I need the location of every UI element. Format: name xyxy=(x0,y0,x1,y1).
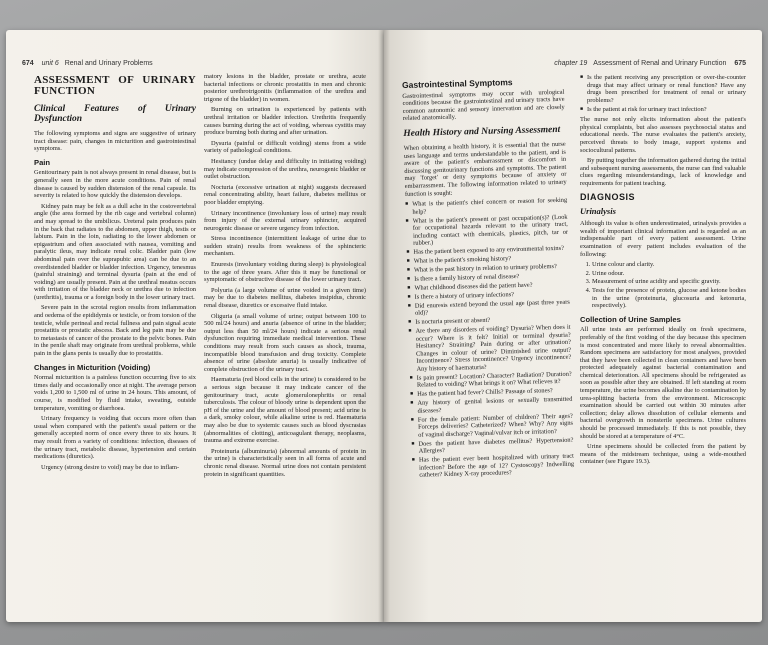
micturition-paragraph: Normal micturition is a painless function occurring five to six times daily and occasionally once at night. The average person voids 1,200 to 1,500 ml of urine in 24 hours. This amount, of course, is modified by fluid intake, sweating, outside temperature, vomiting or diarrhoea. xyxy=(34,374,196,412)
list-item: 1. Urine colour and clarity. xyxy=(592,261,746,269)
left-column-1 xyxy=(34,75,196,474)
collection-paragraph: Urine specimens should be collected from the patient by means of the midstream technique, using a wide-mouthed container (see Figure 19.3). xyxy=(580,443,746,466)
list-item: ■ What childhood diseases did the patient have? xyxy=(407,281,569,293)
chapter-label: chapter 19 xyxy=(554,60,588,67)
symptom-paragraph: Haematuria (red blood cells in the urine) is considered to be a serious sign because it may indicate cancer of the genitourinary tract, acute glomerulonephritis or renal tuberculosis. The colour of bloody urine is dependent upon the pH of the urine and the amount of blood present; acid urine is a dark, smoky colour, while alkaline urine is red. Haematuria may also be due to systemic causes such as blood dyscrasias (abnormalities of clotting), anticoagulant therapy, neoplasms, trauma and extreme exercise. xyxy=(204,376,366,445)
section-subtitle: Clinical Features of Urinary Dysfunction xyxy=(34,104,196,124)
left-page xyxy=(6,30,384,622)
left-column-2 xyxy=(204,73,366,481)
urinalysis-list xyxy=(580,261,746,310)
symptom-paragraph: matory lesions in the bladder, prostate or urethra, acute bacterial infections or chronic prostatitis in men and chronic posterior urethrotrigonitis (inflammation of the urethra and trigone of the bladder) in women. xyxy=(204,73,366,103)
list-item: ■ Has the patient had fever? Chills? Passage of stones? xyxy=(410,387,572,399)
urinalysis-paragraph: Although its value is often underestimated, urinalysis provides a wealth of important clinical information and is regarded as an indispensable part of every patient assessment. Urine examination of every patient includes evaluation of the following: xyxy=(580,220,746,258)
symptom-paragraph: Urinary incontinence (involuntary loss of urine) may result from injury of the external urinary sphincter, acquired neurogenic disease or severe urgency from infection. xyxy=(204,209,366,232)
micturition-heading: Changes in Micturition (Voiding) xyxy=(34,362,151,372)
micturition-paragraph: Urgency (strong desire to void) may be due to inflam- xyxy=(41,463,180,471)
list-item: ■ Are there any disorders of voiding? Dysuria? When does it occur? Where is it felt? Initial or terminal dysuria? Hesitancy? Straining? Pain during or after urination? Changes in colour of urine? Diminished urine output? Incontinence? Stress incontinence? Urgency incontinence? Any history of haematuria? xyxy=(408,324,571,374)
list-item: ■ What is the past history in relation to urinary problems? xyxy=(407,263,569,275)
symptom-paragraph: Hesitancy (undue delay and difficulty in initiating voiding) may indicate compression of the urethra, neurogenic bladder or outlet obstruction. xyxy=(204,157,367,181)
list-item: 4. Tests for the presence of protein, glucose and ketone bodies in the urine (proteinuria, glucosuria and ketonuria, respectively). xyxy=(592,287,746,310)
book-gutter xyxy=(378,30,390,622)
pain-paragraph: Genitourinary pain is not always present in renal disease, but is generally seen in the more acute conditions. Pain of renal disease is caused by sudden distension of the renal capsule. Its severity is related to how quickly the distension develops. xyxy=(34,169,196,200)
assessment-paragraph: The nurse not only elicits information about the patient's physical complaints, but also assesses psychosocial status and educational needs. The nurse evaluates the patient's anxiety, perceived threats to body image, support systems and sociocultural patterns. xyxy=(580,116,746,154)
history-question-list-continued xyxy=(580,74,746,113)
symptom-paragraph: Stress incontinence (intermittent leakage of urine due to sudden strain) results from weakness of the sphincteric mechanism. xyxy=(204,235,366,258)
pain-paragraph: Kidney pain may be felt as a dull ache in the costovertebral angle (the area formed by the rib cage and vertebral column) and may spread to the umbilicus. Ureteral pain produces pain in the back that radiates to the abdomen, upper thigh, testis or labium. Pain in the loin, radiating to the lower abdomen or epigastrium and often associated with nausea, vomiting and paralytic ileus, may indicate renal colic. Bladder pain (low abdominal pain over the suprapubic area) can be due to an overdistended bladder or bladder infection. Urgency, tenesmus (painful straining) and terminal dysuria (pain at the end of voiding) are usually present. Pain at the urethral meatus occurs with irritation of the bladder neck or urethra due to infection (urethritis), trauma or a foreign body in the lower urinary tract. xyxy=(34,202,196,301)
list-item: 3. Measurement of urine acidity and specific gravity. xyxy=(592,278,746,286)
list-item: ■ Is there a family history of renal disease? xyxy=(407,272,569,284)
pain-paragraph: Severe pain in the scrotal region results from inflammation and oedema of the epididymis or testicle, or from torsion of the testicle, while perineal and rectal fullness and pain signal acute prostatitis or prostatic abscess. Back and leg pain may be due to metastasis of cancer of the prostate to the pelvic bones. Pain in the penile shaft may originate from urethral problems, while pain in the glans penis is usually due to prostatitis. xyxy=(34,304,196,358)
list-item: ■ Any history of genital lesions or sexually transmitted diseases? xyxy=(410,396,572,415)
unit-label: unit 6 xyxy=(41,60,59,67)
left-running-head xyxy=(22,60,153,67)
right-running-head xyxy=(554,60,746,67)
urinalysis-heading: Urinalysis xyxy=(580,206,616,217)
assessment-paragraph: By putting together the information gathered during the initial and subsequent nursing assessments, the nurse can find valuable clues regarding misunderstandings, lack of knowledge and requirements for patient teaching. xyxy=(580,157,746,188)
list-item: ■ Is the patient at risk for urinary tract infection? xyxy=(580,106,746,114)
unit-title: Renal and Urinary Problems xyxy=(64,60,153,67)
list-item: ■ Has the patient ever been hospitalized with urinary tract infection? Before the age of 12? Cystoscopy? Indwelling catheter? Kidney X-ray procedures? xyxy=(412,453,575,480)
list-item: ■ Is the patient receiving any prescription or over-the-counter drugs that may affect urinary or renal function? Have any drugs been prescribed for treatment of renal or urinary problems? xyxy=(580,74,746,104)
chapter-title: Assessment of Renal and Urinary Function xyxy=(593,60,727,67)
list-item: ■ What is the patient's present or past occupation(s)? (Look for occupational hazards relevant to the urinary tract, including contact with chemicals, plastics, pitch, tar or rubber.) xyxy=(406,213,569,248)
list-item: 2. Urine odour. xyxy=(592,270,746,278)
list-item: ■ What is the patient's chief concern or reason for seeking help? xyxy=(405,197,567,216)
list-item: ■ Is pain present? Location? Character? Radiation? Duration? Related to voiding? What brings it on? What relieves it? xyxy=(410,371,572,390)
list-item: ■ For the female patient: Number of children? Their ages? Forceps deliveries? Catheterized? When? Why? Any signs of vaginal discharge? Vaginal/vulvar itch or irritation? xyxy=(411,412,574,439)
open-book xyxy=(6,30,762,622)
list-item: ■ Is nocturia present or absent? xyxy=(408,315,570,327)
page-number-left: 674 xyxy=(22,60,34,67)
right-page xyxy=(384,30,762,622)
right-column-2 xyxy=(580,74,746,469)
symptom-paragraph: Nocturia (excessive urination at night) suggests decreased renal concentrating ability, heart failure, diabetes mellitus or poor bladder emptying. xyxy=(204,183,366,206)
symptom-paragraph: Proteinuria (albuminuria) (abnormal amounts of protein in the urine) is characteristically seen in all forms of acute and chronic renal disease. Normal urine does not contain persistent protein in significant quantities. xyxy=(204,447,366,478)
collection-paragraph: All urine tests are performed ideally on fresh specimens, preferably of the first voiding of the day because this specimen is most concentrated and more likely to reveal abnormalities. Random specimens are satisfactory for most analyses, provided that they have been collected in clean containers and have been protected adequately against bacterial contamination and chemical deterioration. All specimens should be refrigerated as soon as possible after they are obtained. If left standing at room temperature, the urine becomes alkaline due to contamination by urea-splitting bacteria from the environment. Microscopic examination should be carried out within 30 minutes after collection; delay allows dissolution of cellular elements and bacterial overgrowth in nonsterile specimens. Urine cultures should be processed immediately. If this is not possible, they should be stored at a temperature of 4°C. xyxy=(580,326,746,440)
list-item: ■ Did enuresis extend beyond the usual age (past three years old)? xyxy=(408,298,570,317)
chapter-section-title: ASSESSMENT OF URINARY FUNCTION xyxy=(34,74,196,97)
pain-heading: Pain xyxy=(34,157,51,167)
health-history-paragraph: When obtaining a health history, it is essential that the nurse uses language and terms understandable to the patient, and is aware of the patient's embarrassment or discomfort in discussing genitourinary functions and symptoms. The patient may 'forget' or deny symptoms because of anxiety or embarrassment. The following information related to urinary function is sought: xyxy=(403,140,567,198)
history-question-list xyxy=(405,197,574,480)
right-column-1 xyxy=(402,78,574,481)
list-item: ■ Does the patient have diabetes mellitus? Hypertension? Allergies? xyxy=(411,436,573,455)
intro-paragraph: The following symptoms and signs are suggestive of urinary tract disease: pain, changes in micturition and gastrointestinal symptoms. xyxy=(34,130,196,153)
collection-heading: Collection of Urine Samples xyxy=(580,314,681,324)
health-history-heading: Health History and Nursing Assessment xyxy=(403,124,561,139)
symptom-paragraph: Burning on urination is experienced by patients with urethral irritation or bladder infection. Urethritis frequently causes burning during the act of voiding, whereas cystitis may produce burning both during and after urination. xyxy=(204,106,366,137)
symptom-paragraph: Polyuria (a large volume of urine voided in a given time) may be due to diabetes mellitus, diabetes insipidus, chronic renal disease, diuretics or excessive fluid intake. xyxy=(204,286,366,310)
page-number-right: 675 xyxy=(734,60,746,67)
list-item: ■ Is there a history of urinary infections? xyxy=(408,289,570,301)
symptom-paragraph: Dysuria (painful or difficult voiding) stems from a wide variety of pathological conditions. xyxy=(204,139,366,155)
micturition-paragraph: Urinary frequency is voiding that occurs more often than usual when compared with the patient's usual pattern or the generally accepted norm of once every three to six hours. It may result from a variety of conditions: infection, diseases of the urinary tract, metabolic disease, hypertension and certain medications (diuretics). xyxy=(34,415,196,461)
list-item: ■ Has the patient been exposed to any environmental toxins? xyxy=(406,245,568,257)
list-item: ■ What is the patient's smoking history? xyxy=(407,254,569,266)
diagnosis-heading: DIAGNOSIS xyxy=(580,191,636,202)
symptom-paragraph: Enuresis (involuntary voiding during sleep) is physiological to the age of three years. After this it may be functional or symptomatic of obstructive disease of the lower urinary tract. xyxy=(204,261,366,284)
symptom-paragraph: Oliguria (a small volume of urine; output between 100 to 500 ml/24 hours) and anuria (absence of urine in the bladder; output less than 50 ml/24 hours) indicate a serious renal dysfunction requiring immediate medical intervention. These conditions may result from such causes as shock, trauma, incompatible blood transfusion and drug toxicity. Complete absence of urine (absolute anuria) is usually indicative of complete obstruction of the urinary tract. xyxy=(204,312,366,373)
gi-heading: Gastrointestinal Symptoms xyxy=(401,77,513,90)
gi-paragraph: Gastrointestinal symptoms may occur with urological conditions because the gastrointestinal and urinary tracts have common autonomic and sensory innervation and are closely related anatomically. xyxy=(402,88,565,123)
